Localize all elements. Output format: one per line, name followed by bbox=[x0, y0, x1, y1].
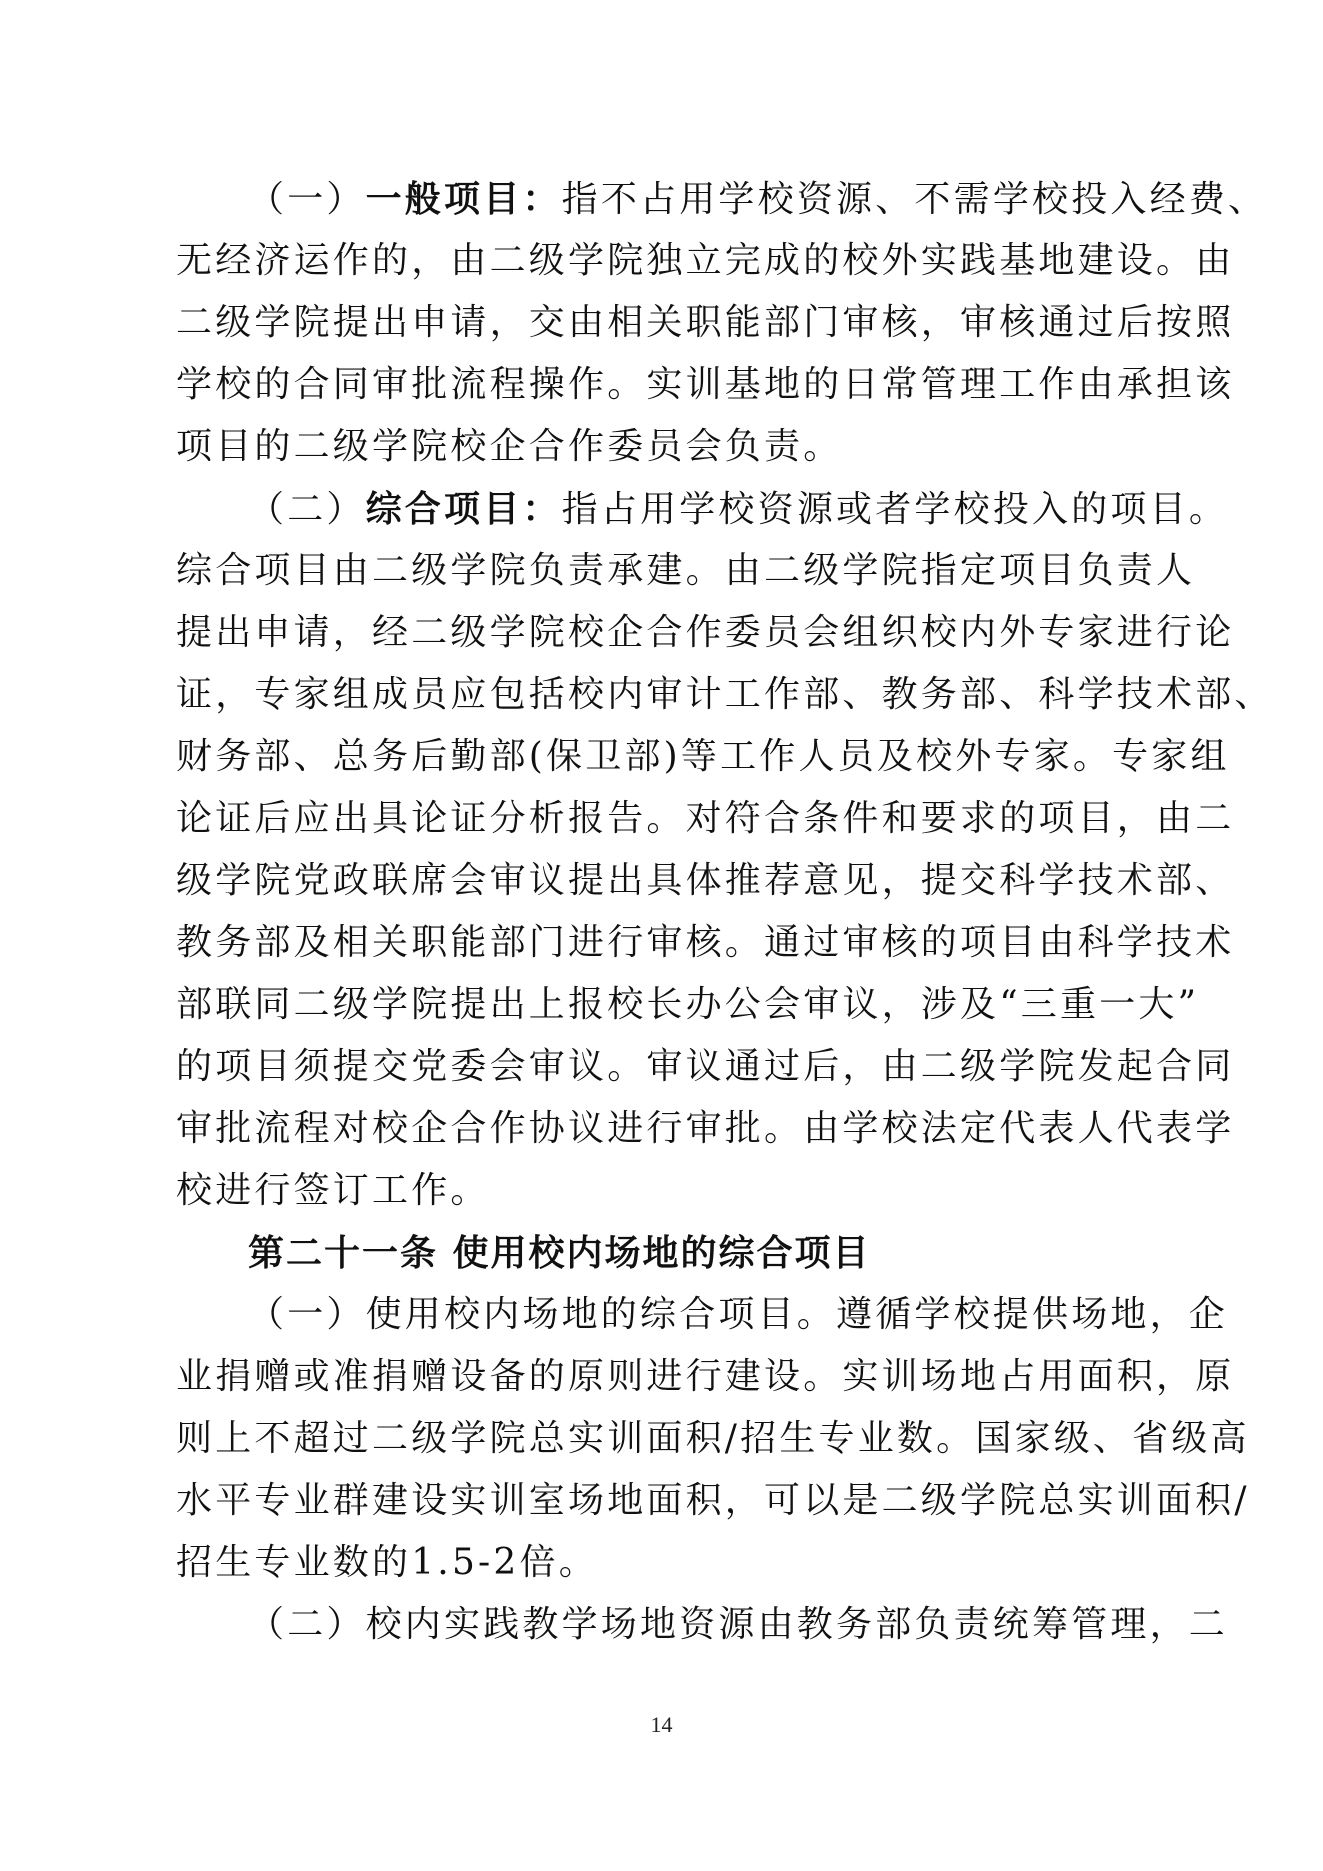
paragraph-3-line-1: （一）使用校内场地的综合项目。遵循学校提供场地，企 bbox=[248, 1294, 1229, 1335]
paragraph-1-term: 一般项目： bbox=[365, 178, 562, 220]
paragraph-2-line-3: 提出申请，经二级学院校企合作委员会组织校内外专家进行论 bbox=[176, 612, 1235, 653]
paragraph-2-line-10: 的项目须提交党委会审议。审议通过后，由二级学院发起合同 bbox=[176, 1046, 1235, 1087]
paragraph-1-line-3: 二级学院提出申请，交由相关职能部门审核，审核通过后按照 bbox=[176, 302, 1235, 343]
paragraph-2-line-1-text: 指占用学校资源或者学校投入的项目。 bbox=[561, 489, 1229, 530]
paragraph-2-line-4: 证，专家组成员应包括校内审计工作部、教务部、科学技术部、 bbox=[176, 674, 1274, 715]
paragraph-1-line-1-text: 指不占用学校资源、不需学校投入经费、 bbox=[561, 179, 1268, 220]
paragraph-1-line-2: 无经济运作的，由二级学院独立完成的校外实践基地建设。由 bbox=[176, 240, 1235, 281]
paragraph-2-line-6: 论证后应出具论证分析报告。对符合条件和要求的项目，由二 bbox=[176, 798, 1235, 839]
paragraph-2-line-9: 部联同二级学院提出上报校长办公会审议，涉及“三重一大” bbox=[176, 984, 1200, 1025]
paragraph-3-line-2: 业捐赠或准捐赠设备的原则进行建设。实训场地占用面积，原 bbox=[176, 1356, 1235, 1397]
paragraph-2-prefix: （二） bbox=[248, 489, 366, 530]
paragraph-3-line-4: 水平专业群建设实训室场地面积，可以是二级学院总实训面积/ bbox=[176, 1480, 1250, 1521]
article-heading: 第二十一条 使用校内场地的综合项目 bbox=[248, 1232, 871, 1274]
paragraph-3-line-3: 则上不超过二级学院总实训面积/招生专业数。国家级、省级高 bbox=[176, 1418, 1250, 1459]
paragraph-2-line-7: 级学院党政联席会审议提出具体推荐意见，提交科学技术部、 bbox=[176, 860, 1235, 901]
page-number: 14 bbox=[650, 1712, 673, 1737]
paragraph-2-term: 综合项目： bbox=[365, 488, 562, 530]
paragraph-2-line-11: 审批流程对校企合作协议进行审批。由学校法定代表人代表学 bbox=[176, 1108, 1235, 1149]
paragraph-1-line-4: 学校的合同审批流程操作。实训基地的日常管理工作由承担该 bbox=[176, 364, 1235, 405]
paragraph-1-line-1 bbox=[248, 168, 1267, 230]
paragraph-1-line-5: 项目的二级学院校企合作委员会负责。 bbox=[176, 426, 843, 467]
paragraph-2-line-2: 综合项目由二级学院负责承建。由二级学院指定项目负责人 bbox=[176, 550, 1196, 591]
paragraph-2-line-1 bbox=[248, 478, 1228, 540]
paragraph-2-line-12: 校进行签订工作。 bbox=[176, 1170, 490, 1211]
paragraph-1-prefix: （一） bbox=[248, 179, 366, 220]
paragraph-3-line-5: 招生专业数的1.5-2倍。 bbox=[176, 1542, 598, 1583]
paragraph-2-line-8: 教务部及相关职能部门进行审核。通过审核的项目由科学技术 bbox=[176, 922, 1235, 963]
paragraph-4-line-1: （二）校内实践教学场地资源由教务部负责统筹管理，二 bbox=[248, 1604, 1229, 1645]
paragraph-2-line-5: 财务部、总务后勤部(保卫部)等工作人员及校外专家。专家组 bbox=[176, 736, 1230, 777]
